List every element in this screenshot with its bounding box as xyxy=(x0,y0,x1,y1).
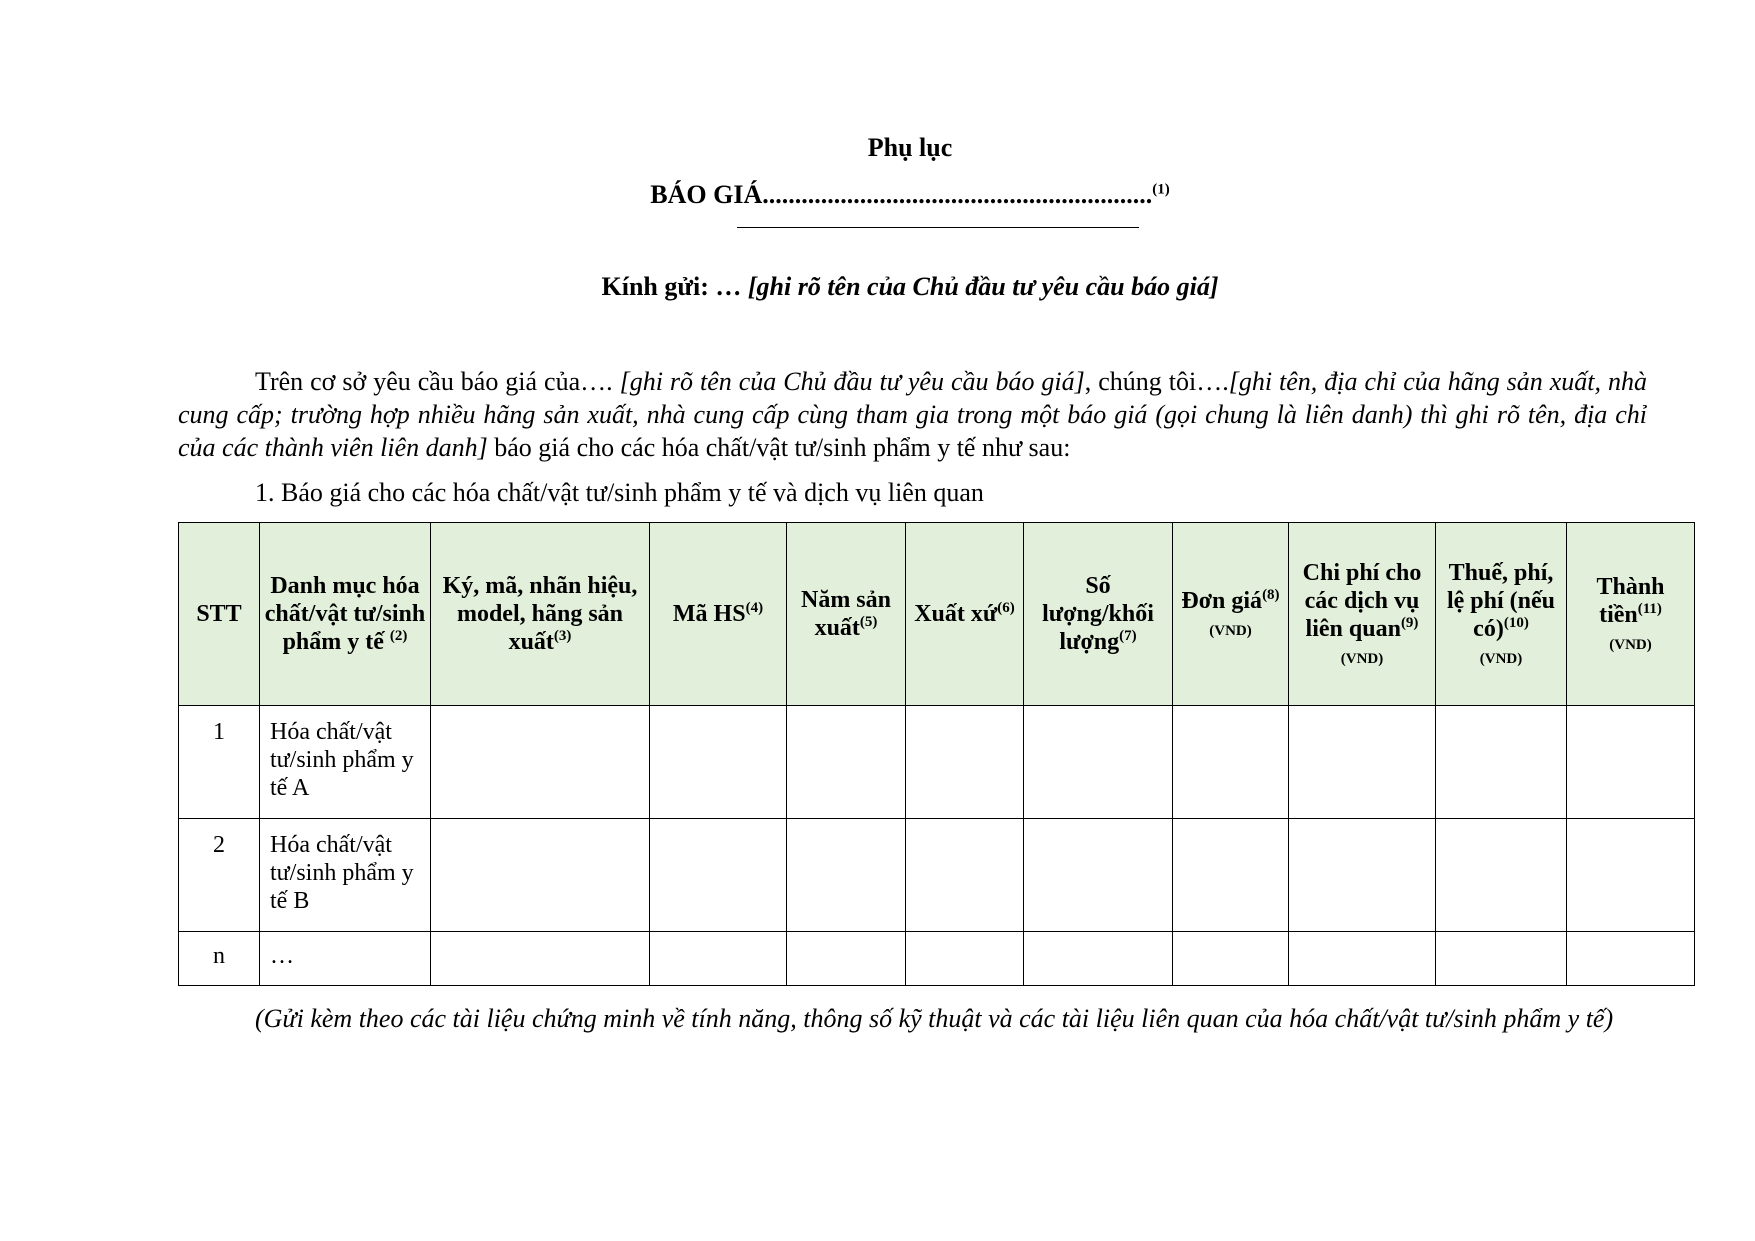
header-unit: (VND) xyxy=(1209,623,1252,639)
cell-empty xyxy=(1436,706,1567,819)
table-header-row xyxy=(179,523,1695,706)
header-unit: (VND) xyxy=(1609,637,1652,653)
cell-empty xyxy=(1173,819,1289,932)
header-danh-muc xyxy=(260,523,431,706)
header-note: (5) xyxy=(859,614,878,630)
cell-stt: n xyxy=(179,932,260,986)
header-note: (4) xyxy=(745,600,764,616)
cell-empty xyxy=(1567,819,1695,932)
header-label: Đơn giá xyxy=(1181,588,1263,614)
recipient-label: Kính gửi: … xyxy=(601,272,748,301)
header-label: Năm sản xuất xyxy=(800,587,891,641)
header-unit: (VND) xyxy=(1479,651,1523,667)
header-note: (6) xyxy=(997,600,1015,616)
section-heading: 1. Báo giá cho các hóa chất/vật tư/sinh phẩm y tế và dịch vụ liên quan xyxy=(255,478,984,507)
header-label: Mã HS xyxy=(672,601,746,627)
header-label: Ký, mã, nhãn hiệu, model, hãng sản xuất xyxy=(442,573,638,655)
intro-part-1: Trên cơ sở yêu cầu báo giá của…. xyxy=(255,367,620,396)
quote-table xyxy=(178,522,1695,986)
cell-empty xyxy=(1567,932,1695,986)
cell-empty xyxy=(787,819,906,932)
cell-empty xyxy=(650,819,787,932)
intro-paragraph xyxy=(178,365,1647,464)
cell-empty xyxy=(1567,706,1695,819)
intro-part-2: [ghi rõ tên của Chủ đầu tư yêu cầu báo giá] xyxy=(619,367,1085,396)
cell-empty xyxy=(906,932,1024,986)
cell-empty xyxy=(1173,932,1289,986)
cell-empty xyxy=(1024,706,1173,819)
header-note: (11) xyxy=(1637,601,1662,617)
intro-part-5: báo giá cho các hóa chất/vật tư/sinh phẩm y tế như sau: xyxy=(487,433,1071,462)
cell-item-name: Hóa chất/vật tư/sinh phẩm y tế A xyxy=(260,706,431,819)
quote-subtitle xyxy=(0,180,1755,210)
header-stt xyxy=(179,523,260,706)
header-note: (9) xyxy=(1400,615,1419,631)
header-note: (2) xyxy=(389,628,408,644)
cell-stt: 2 xyxy=(179,819,260,932)
header-unit: (VND) xyxy=(1340,651,1384,667)
cell-empty xyxy=(650,706,787,819)
header-note: (3) xyxy=(553,628,572,644)
header-thue-phi xyxy=(1436,523,1567,706)
quote-subtitle-text: BÁO GIÁ............................................................ xyxy=(650,180,1153,209)
title-divider xyxy=(737,227,1139,228)
cell-empty xyxy=(1436,932,1567,986)
cell-empty xyxy=(787,932,906,986)
cell-empty xyxy=(1024,932,1173,986)
header-label: Thành tiền xyxy=(1596,574,1665,628)
footnote-marker: (1) xyxy=(1152,181,1170,198)
cell-empty xyxy=(1289,932,1436,986)
cell-stt: 1 xyxy=(179,706,260,819)
cell-empty xyxy=(1436,819,1567,932)
header-ma-hs xyxy=(650,523,787,706)
cell-empty xyxy=(1173,706,1289,819)
header-chi-phi xyxy=(1289,523,1436,706)
recipient-placeholder: [ghi rõ tên của Chủ đầu tư yêu cầu báo giá] xyxy=(747,272,1219,301)
cell-empty xyxy=(650,932,787,986)
header-label: Số lượng/khối lượng xyxy=(1042,573,1154,655)
intro-part-3: , chúng tôi…. xyxy=(1084,367,1229,396)
cell-empty xyxy=(906,819,1024,932)
header-so-luong xyxy=(1024,523,1173,706)
cell-empty xyxy=(1289,819,1436,932)
header-thanh-tien xyxy=(1567,523,1695,706)
header-don-gia xyxy=(1173,523,1289,706)
recipient-line xyxy=(0,272,1755,302)
cell-empty xyxy=(1024,819,1173,932)
header-xuat-xu xyxy=(906,523,1024,706)
header-label: Xuất xứ xyxy=(914,601,998,627)
header-label: Chi phí cho các dịch vụ liên quan xyxy=(1302,560,1422,642)
table-row xyxy=(179,706,1695,819)
table-row xyxy=(179,819,1695,932)
cell-empty xyxy=(431,706,650,819)
cell-item-name: … xyxy=(260,932,431,986)
cell-empty xyxy=(431,819,650,932)
intro-part-4: [ghi tên, địa chỉ của hãng sản xuất, nhà cung cấp; trường hợp nhiều hãng sản xuất, nhà cung cấp cùng tham gia trong một báo giá (gọi chung là liên danh) thì ghi rõ tên, địa chỉ của các thành viên liên danh] xyxy=(178,367,1647,462)
header-note: (8) xyxy=(1262,587,1280,603)
attachment-note: (Gửi kèm theo các tài liệu chứng minh về tính năng, thông số kỹ thuật và các tài liệu liên quan của hóa chất/vật tư/sinh phẩm y tế) xyxy=(255,1004,1614,1033)
header-label: Danh mục hóa chất/vật tư/sinh phẩm y tế xyxy=(264,573,426,655)
page-title: Phụ lục xyxy=(867,133,953,162)
cell-empty xyxy=(431,932,650,986)
cell-empty xyxy=(906,706,1024,819)
header-note: (7) xyxy=(1119,628,1137,644)
header-label: STT xyxy=(196,601,242,627)
header-note: (10) xyxy=(1503,615,1529,631)
header-nam-san-xuat xyxy=(787,523,906,706)
cell-empty xyxy=(787,706,906,819)
header-label: Thuế, phí, lệ phí (nếu có) xyxy=(1446,560,1556,642)
table-row xyxy=(179,932,1695,986)
header-ky-ma xyxy=(431,523,650,706)
cell-item-name: Hóa chất/vật tư/sinh phẩm y tế B xyxy=(260,819,431,932)
cell-empty xyxy=(1289,706,1436,819)
